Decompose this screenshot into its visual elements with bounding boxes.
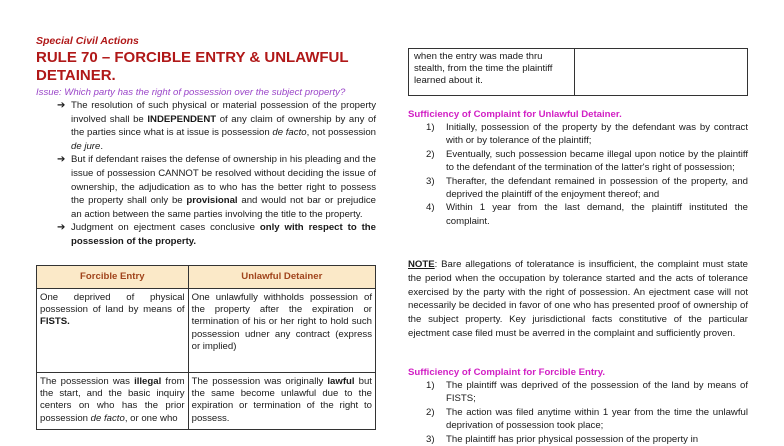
list-item: 2) Eventually, such possession became illegal upon notice by the plaintiff to the defendant of the termination of the latter's right of possession; bbox=[426, 148, 748, 174]
section-heading: Sufficiency of Complaint for Unlawful Detainer. bbox=[408, 109, 622, 120]
table-row bbox=[37, 372, 376, 430]
table-cell: when the entry was made thru stealth, from the time the plaintiff learned about it. bbox=[409, 49, 575, 96]
list-item: 3) Therafter, the defendant remained in possession of the property, and deprived the plaintiff of the enjoyment thereof; and bbox=[426, 175, 748, 201]
requirements-list bbox=[408, 121, 748, 228]
table-cell: One unlawfully withholds possession of the property after the expiration or termination of his or her right to hold such possession udner any contract (express or implied) bbox=[188, 288, 375, 372]
comparison-table bbox=[36, 265, 376, 431]
section-heading: Sufficiency of Complaint for Forcible Entry. bbox=[408, 367, 606, 378]
table-row bbox=[37, 288, 376, 372]
arrow-bullet-icon: ➔ bbox=[57, 222, 66, 234]
forcible-entry-section bbox=[408, 366, 748, 446]
list-item: 4) Within 1 year from the last demand, the plaintiff instituted the complaint. bbox=[426, 202, 748, 227]
principles-list bbox=[36, 99, 376, 249]
arrow-bullet-icon: ➔ bbox=[57, 100, 66, 111]
title-line-1: RULE 70 – FORCIBLE ENTRY & UNLAWFUL bbox=[36, 49, 349, 66]
table-header-row bbox=[37, 265, 376, 288]
unlawful-detainer-section bbox=[408, 108, 748, 228]
title-line-2: DETAINER. bbox=[36, 67, 116, 84]
issue-statement: Issue: Which party has the right of possession over the subject property? bbox=[36, 87, 346, 98]
continued-table bbox=[408, 48, 748, 96]
list-item: 1) Initially, possession of the property by the defendant was by contract with or by tolerance of the plaintiff; bbox=[426, 122, 748, 147]
list-item: 1) The plaintiff was deprived of the possession of the land by means of FISTS; bbox=[426, 380, 748, 405]
table-row bbox=[409, 49, 748, 96]
arrow-bullet-icon: ➔ bbox=[57, 154, 66, 166]
table-cell: The possession was illegal from the start, and the basic inquiry centers on who has the prior possession de facto, or one who bbox=[37, 372, 189, 430]
list-item: ➔ But if defendant raises the defense of ownership in his pleading and the issue of possession CANNOT be resolved without deciding the issue of ownership, the adjudication as to who has the better right to possess the property shall only be provisional and would not bar or prejudice an action between the same parties involving the title to the property. bbox=[57, 154, 376, 220]
section-kicker: Special Civil Actions bbox=[36, 35, 139, 47]
list-item: ➔ The resolution of such physical or material possession of the property involved shall be INDEPENDENT of any claim of ownership by any of the parties since what is at issue is possession de facto, not possession de jure. bbox=[57, 100, 376, 152]
list-item: 3) The plaintiff has prior physical possession of the property in bbox=[426, 433, 699, 445]
table-cell: One deprived of physical possession of land by means of FISTS. bbox=[37, 288, 189, 372]
note-paragraph: NOTE: Bare allegations of toleratance is insufficient, the complaint must state the period when the occupation by tolerance started and the acts of tolerance exercised by the party with the right of possession. An ejectment case will not necessarily be decided in favor of one who has presented proof of ownership of the subject property. Key jurisdictional facts constitutive of the particular ejectment case filed must be averred in the complaint and sufficiently proven. bbox=[408, 259, 748, 339]
header-forcible-entry: Forcible Entry bbox=[37, 265, 189, 288]
table-cell-empty bbox=[575, 49, 748, 96]
header-unlawful-detainer: Unlawful Detainer bbox=[188, 265, 375, 288]
list-item: ➔ Judgment on ejectment cases conclusive only with respect to the possession of the property. bbox=[57, 222, 376, 247]
table-cell: The possession was originally lawful but the same become unlawful due to the expiration or termination of the right to possess. bbox=[188, 372, 375, 430]
note-label: NOTE bbox=[408, 259, 435, 270]
requirements-list bbox=[408, 379, 748, 446]
list-item: 2) The action was filed anytime within 1 year from the time the unlawful deprivation of possession took place; bbox=[426, 406, 748, 432]
left-column bbox=[36, 34, 376, 430]
page-title bbox=[36, 49, 376, 85]
